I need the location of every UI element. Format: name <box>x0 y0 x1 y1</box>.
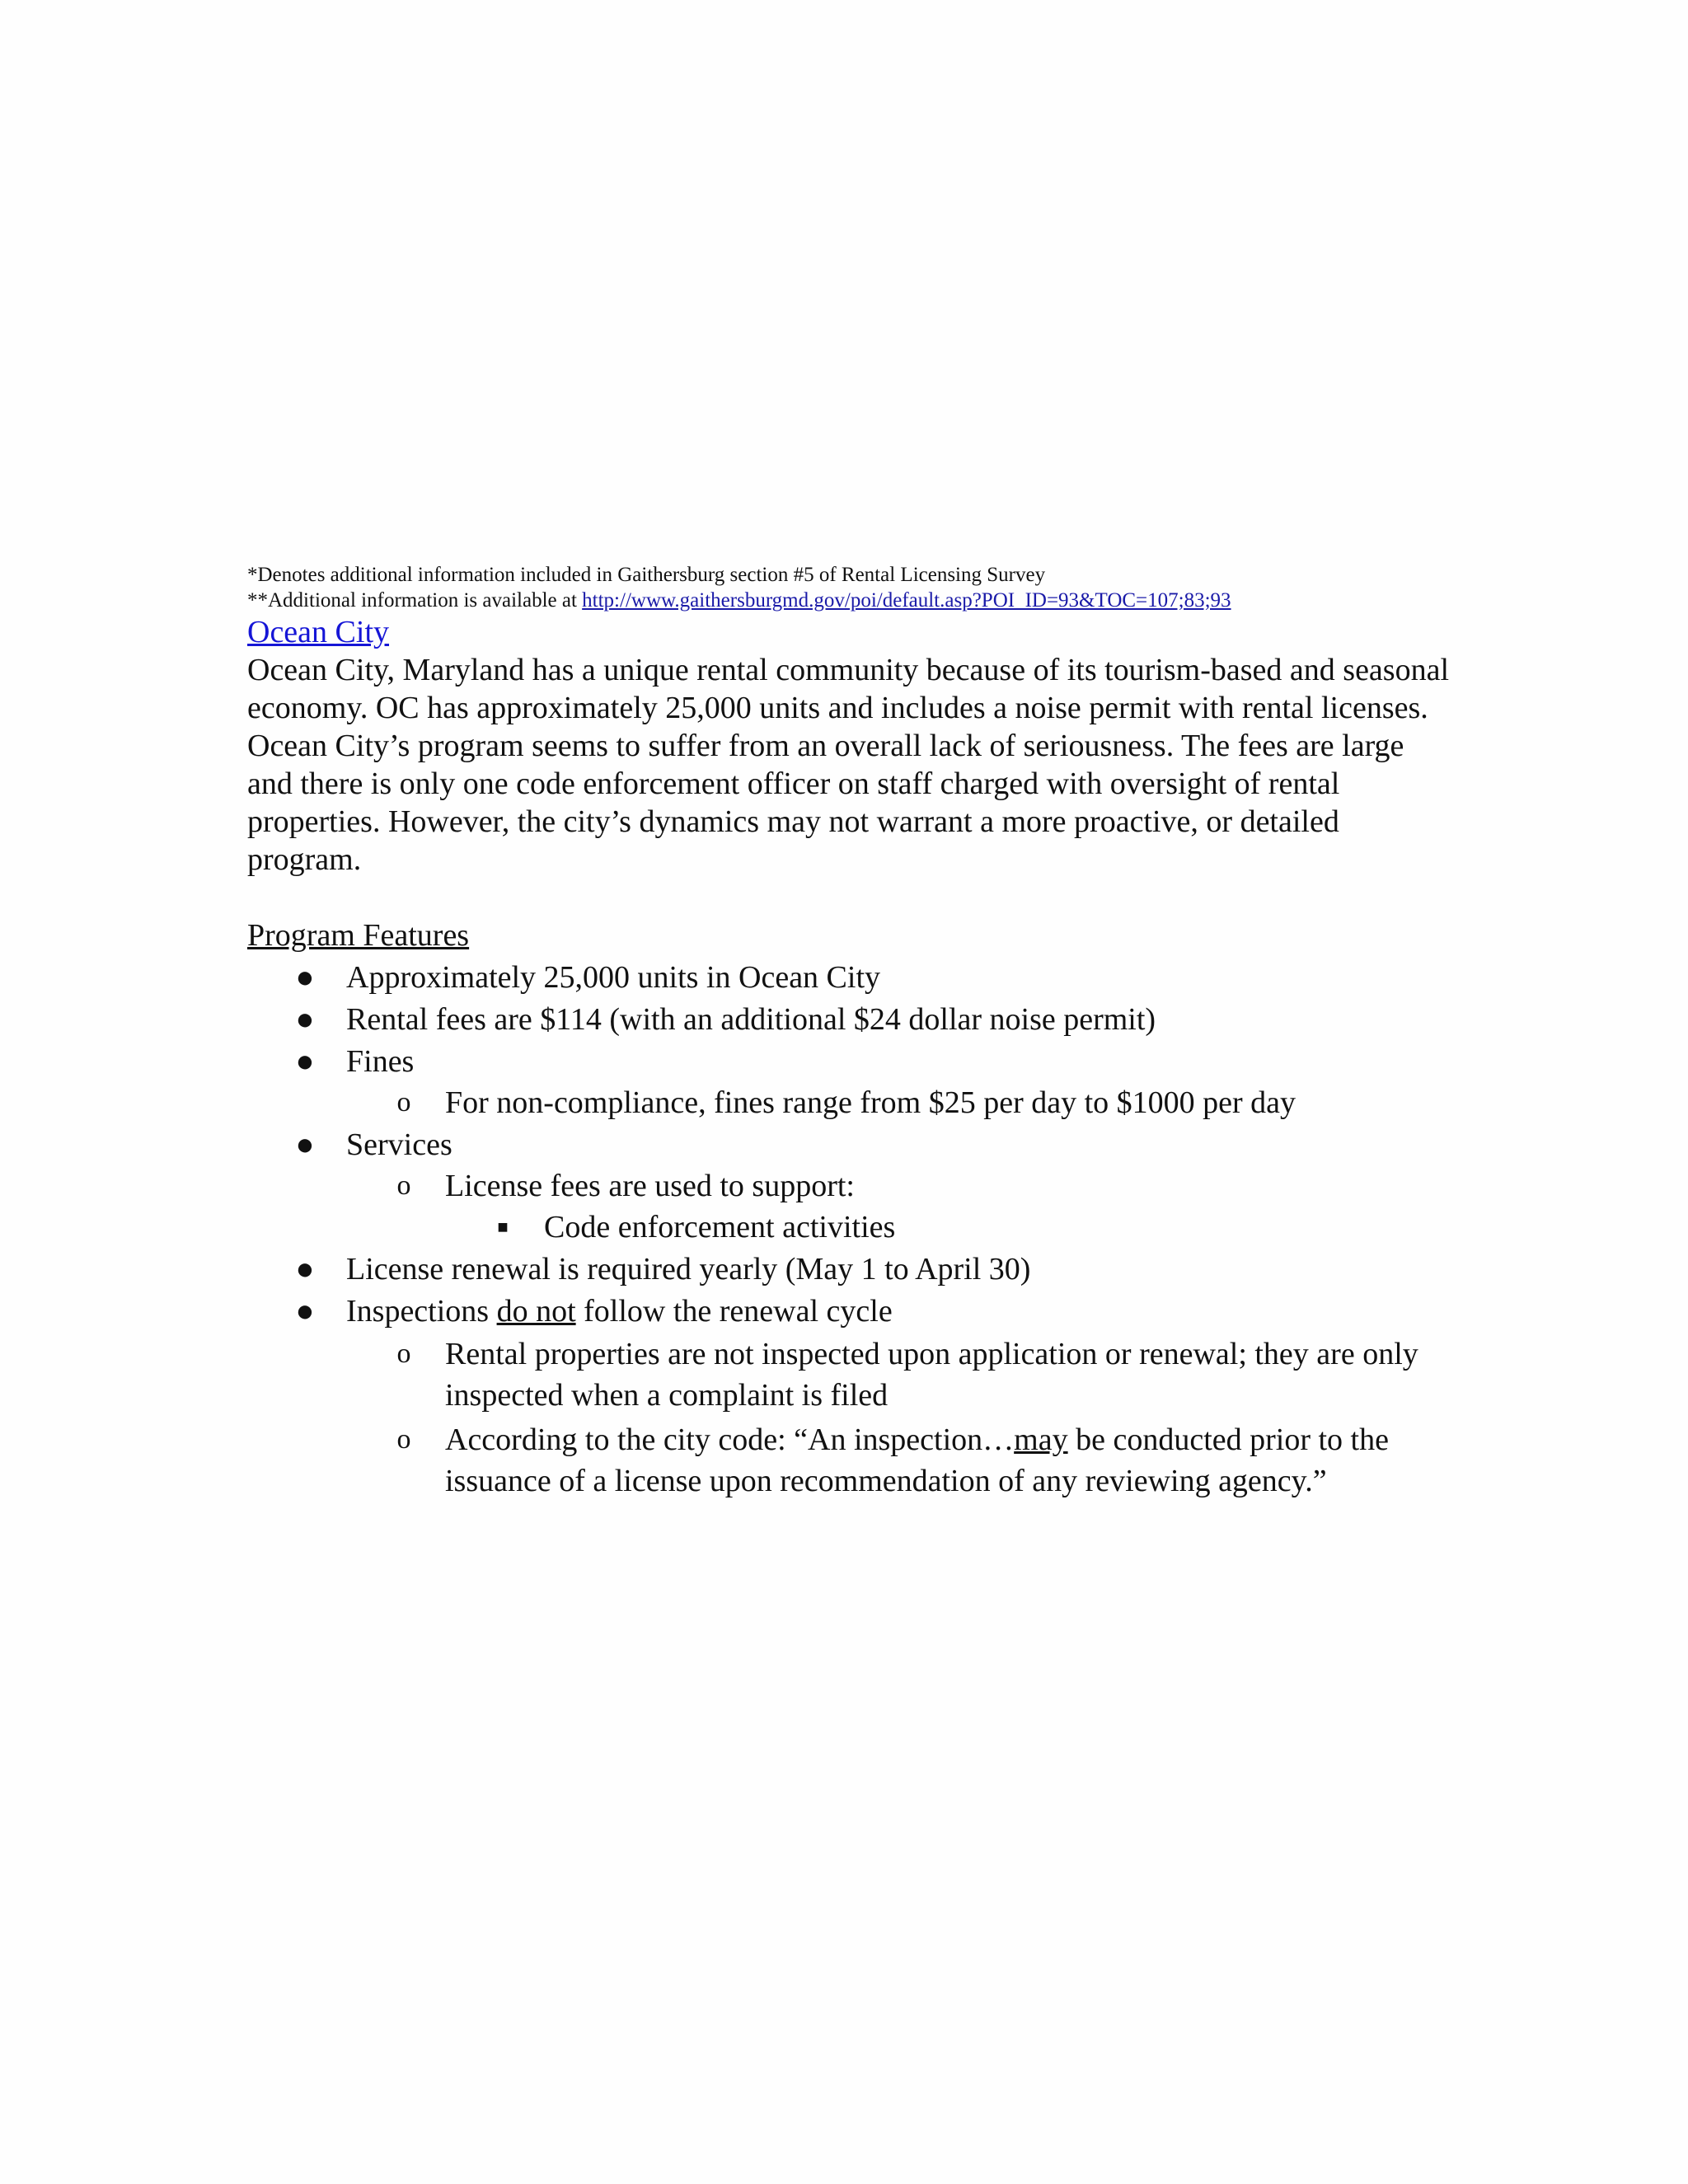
list-item-text: Approximately 25,000 units in Ocean City <box>346 960 881 995</box>
bullet-icon: ● <box>295 1127 315 1162</box>
circle-bullet-icon: o <box>396 1338 411 1369</box>
underlined-text: may <box>1014 1422 1068 1457</box>
footnote-prefix: **Additional information is available at <box>247 589 583 612</box>
list-item <box>247 1419 1451 1502</box>
list-item-text <box>445 1422 1389 1498</box>
bullet-icon: ● <box>295 960 315 995</box>
features-list <box>247 958 1451 1502</box>
list-item-text: Code enforcement activities <box>544 1210 896 1244</box>
footnote-additional-info-gaithersburg <box>247 562 1451 588</box>
list-item-text: Services <box>346 1127 452 1162</box>
list-item <box>247 1333 1451 1416</box>
list-item-text: Rental properties are not inspected upon application or renewal; they are only inspected when a complaint is filed <box>445 1337 1418 1413</box>
text-fragment: be conducted prior to the issuance of a license upon recommendation of any reviewing agency.” <box>445 1422 1389 1498</box>
bullet-icon: ● <box>295 1044 315 1079</box>
circle-bullet-icon: o <box>396 1424 411 1455</box>
ocean-city-heading-link[interactable]: Ocean City <box>247 615 390 649</box>
text-fragment: According to the city code: “An inspection… <box>445 1422 1015 1457</box>
list-item-text <box>346 1294 893 1329</box>
gaithersburg-url-link[interactable]: http://www.gaithersburgmd.gov/poi/default.asp?POI_ID=93&TOC=107;83;93 <box>582 589 1231 612</box>
footnote-additional-info-url <box>247 588 1451 613</box>
circle-bullet-icon: o <box>396 1087 411 1118</box>
list-item <box>247 1167 1451 1205</box>
underlined-text: do not <box>496 1294 576 1329</box>
list-item <box>247 1126 1451 1164</box>
list-item <box>247 1043 1451 1080</box>
list-item-text: License fees are used to support: <box>445 1169 855 1203</box>
intro-paragraph: Ocean City, Maryland has a unique rental community because of its tourism-based and seasonal economy. OC has approximately 25,000 units and includes a noise permit with rental licenses. Ocean City’s program seems to suffer from an overall lack of seriousness. The fees are large and there is only one code enforcement officer on staff charged with oversight of rental properties. However, the city’s dynamics may not warrant a more proactive, or detailed program. <box>247 653 1450 877</box>
list-item <box>247 1084 1451 1122</box>
list-item-text: License renewal is required yearly (May 1 to April 30) <box>346 1252 1031 1286</box>
list-item-text: Fines <box>346 1044 415 1079</box>
list-item <box>247 958 1451 996</box>
list-item <box>247 1292 1451 1330</box>
square-bullet-icon: ■ <box>497 1216 509 1237</box>
program-features-heading: Program Features <box>247 918 470 953</box>
bullet-icon: ● <box>295 1294 315 1329</box>
text-fragment: follow the renewal cycle <box>575 1294 893 1329</box>
list-item <box>247 1208 1451 1246</box>
text-fragment: Inspections <box>346 1294 497 1329</box>
circle-bullet-icon: o <box>396 1170 411 1201</box>
footnote-text: *Denotes additional information included in Gaithersburg section #5 of Rental Licensing Survey <box>247 564 1046 586</box>
bullet-icon: ● <box>295 1252 315 1286</box>
list-item-text: Rental fees are $114 (with an additional $24 dollar noise permit) <box>346 1002 1156 1037</box>
bullet-icon: ● <box>295 1002 315 1037</box>
list-item-text: For non-compliance, fines range from $25 per day to $1000 per day <box>445 1085 1296 1120</box>
list-item <box>247 1250 1451 1288</box>
document-page <box>247 562 1451 1502</box>
list-item <box>247 1001 1451 1038</box>
